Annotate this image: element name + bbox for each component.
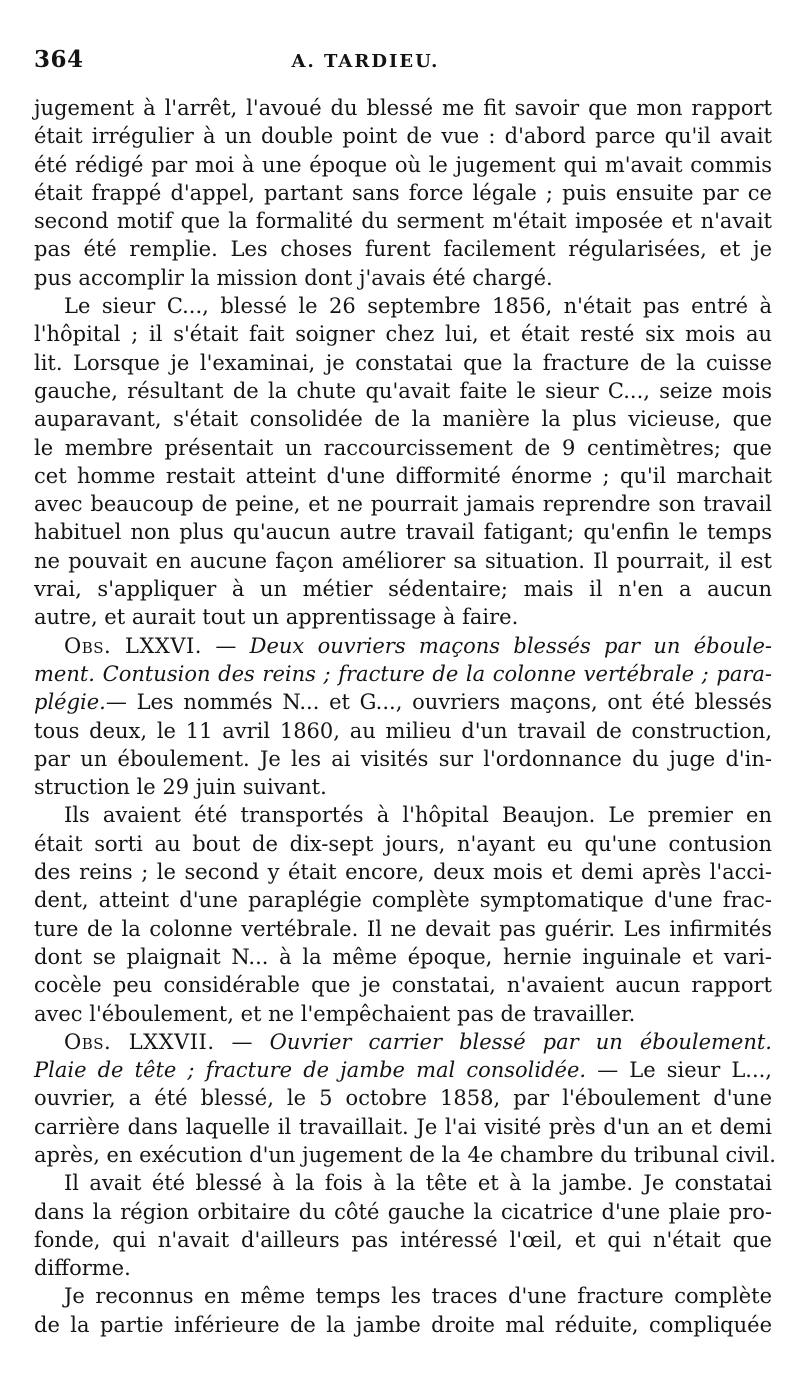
line-text: autre, et aurait tout un apprentissage à faire. (34, 605, 519, 630)
running-head: A. TARDIEU. (291, 51, 440, 72)
text-line (34, 405, 772, 433)
dash: — (214, 1029, 270, 1054)
text-line (34, 151, 772, 179)
line-text: auparavant, s'était consolidée de la manière la plus vicieuse, que (34, 407, 772, 432)
text-line (34, 1198, 772, 1226)
line-text: été rédigé par moi à une époque où le jugement qui m'avait commis (34, 152, 772, 177)
observation-number: Obs. LXXVI. (64, 633, 202, 658)
text-line (34, 292, 772, 320)
text-line (34, 377, 772, 405)
text-line (34, 1000, 772, 1028)
text-line (34, 971, 772, 999)
italic-heading-text: ment. Contusion des reins ; fracture de la colonne vertébrale ; para- (34, 661, 772, 686)
text-line (34, 518, 772, 546)
line-text: gauche, résultant de la chute qu'avait faite le sieur C..., seize mois (34, 378, 772, 403)
line-text: tous deux, le 11 avril 1860, au milieu d'un travail de construction, (34, 718, 772, 743)
text-line (34, 688, 772, 716)
text-line (34, 547, 772, 575)
line-text: le membre présentait un raccourcissement de 9 centimètres; que (34, 435, 772, 460)
line-text: ture de la colonne vertébrale. Il ne devait pas guérir. Les infirmités (34, 916, 772, 941)
line-text: pus accomplir la mission dont j'avais été chargé. (34, 265, 553, 290)
line-text: ouvrier, a été blessé, le 5 octobre 1858, par l'éboulement d'une (34, 1086, 772, 1111)
line-text: dent, atteint d'une paraplégie complète symptomatique d'une frac- (34, 888, 772, 913)
text-line (34, 122, 772, 150)
line-text: était sorti au bout de dix-sept jours, n'ayant eu qu'une contusion (34, 831, 772, 856)
line-text: — Le sieur L..., (586, 1058, 772, 1083)
text-line (34, 1084, 772, 1112)
text-line (34, 434, 772, 462)
line-text: second motif que la formalité du serment m'était imposée et n'avait (34, 209, 772, 234)
line-text: cocèle peu considérable que je constatai, n'avaient aucun rapport (34, 973, 772, 998)
text-line (34, 745, 772, 773)
text-line (34, 1028, 772, 1056)
text-line (34, 773, 772, 801)
line-text: avec beaucoup de peine, et ne pourrait jamais reprendre son travail (34, 492, 772, 517)
line-text: l'hôpital ; il s'était fait soigner chez lui, et était resté six mois au (34, 322, 772, 347)
line-text: était frappé d'appel, partant sans force légale ; puis ensuite par ce (34, 180, 772, 205)
text-line (34, 717, 772, 745)
text-line (34, 943, 772, 971)
text-line (34, 349, 772, 377)
line-text: vrai, s'appliquer à un métier sédentaire; mais il n'en a aucun (34, 577, 772, 602)
line-text: était irrégulier à un double point de vue : d'abord parce qu'il avait (34, 124, 772, 149)
line-text: Le sieur C..., blessé le 26 septembre 1856, n'était pas entré à (64, 294, 772, 319)
line-text: cet homme restait atteint d'une difformité énorme ; qu'il marchait (34, 463, 772, 488)
line-text: dans la région orbitaire du côté gauche la cicatrice d'une plaie pro- (34, 1199, 772, 1224)
page-header (34, 46, 772, 90)
line-text: avec l'éboulement, et ne l'empêchaient pas de travailler. (34, 1001, 636, 1026)
line-text: pas été remplie. Les choses furent facilement régularisées, et je (34, 237, 772, 262)
italic-heading-text: Ouvrier carrier blessé par un éboulement. (269, 1029, 772, 1054)
text-line (34, 179, 772, 207)
page-number: 364 (34, 46, 84, 73)
line-text: par un éboulement. Je les ai visités sur l'ordonnance du juge d'in- (34, 746, 772, 771)
text-line (34, 1141, 776, 1169)
line-text: habituel non plus qu'aucun autre travail fatigant; qu'enfin le temps (34, 520, 772, 545)
text-line (34, 1254, 772, 1282)
dash: — (202, 633, 250, 658)
text-line (34, 207, 772, 235)
italic-heading-text: Deux ouvriers maçons blessés par un éboule- (249, 633, 773, 658)
text-line (34, 660, 772, 688)
text-line (34, 603, 772, 631)
line-text: de la partie inférieure de la jambe droite mal réduite, compliquée (34, 1312, 772, 1337)
line-text: dont se plaignait N... à la même époque, hernie inguinale et vari- (34, 944, 772, 969)
italic-heading-text: Plaie de tête ; fracture de jambe mal consolidée. (34, 1058, 587, 1083)
italic-heading-text: plégie. (34, 690, 106, 715)
text-line (34, 858, 772, 886)
line-text: struction le 29 juin suivant. (34, 775, 327, 800)
text-line (34, 1113, 772, 1141)
line-text: des reins ; le second y était encore, deux mois et demi après l'acci- (34, 860, 772, 885)
text-line (34, 1282, 772, 1310)
line-text: ne pouvait en aucune façon améliorer sa situation. Il pourrait, il est (34, 548, 772, 573)
line-text: lit. Lorsque je l'examinai, je constatai que la fracture de la cuisse (34, 350, 772, 375)
text-line (34, 235, 772, 263)
line-text: carrière dans laquelle il travaillait. Je l'ai visité près d'un an et demi (34, 1114, 772, 1139)
text-line (34, 632, 772, 660)
line-text: fonde, qui n'avait d'ailleurs pas intéressé l'œil, et qui n'était que (34, 1227, 772, 1252)
line-text: — Les nommés N... et G..., ouvriers maçons, ont été blessés (105, 690, 772, 715)
page-body-text (34, 94, 776, 1339)
line-text: après, en exécution d'un jugement de la 4e chambre du tribunal civil. (34, 1142, 776, 1167)
text-line (34, 801, 772, 829)
line-text: difforme. (34, 1256, 131, 1281)
text-line (34, 915, 772, 943)
observation-number: Obs. LXXVII. (64, 1029, 215, 1054)
text-line (34, 490, 772, 518)
text-line (34, 94, 772, 122)
text-line (34, 1226, 772, 1254)
text-line (34, 886, 772, 914)
text-line (34, 462, 772, 490)
text-line (34, 575, 772, 603)
line-text: Je reconnus en même temps les traces d'une fracture complète (64, 1284, 772, 1309)
line-text: jugement à l'arrêt, l'avoué du blessé me fit savoir que mon rapport (34, 96, 772, 120)
text-line (34, 1311, 772, 1339)
text-line (34, 1056, 772, 1084)
line-text: Ils avaient été transportés à l'hôpital Beaujon. Le premier en (64, 803, 772, 828)
text-line (34, 320, 772, 348)
text-line (34, 264, 772, 292)
text-line (34, 830, 772, 858)
text-line (34, 1169, 772, 1197)
line-text: Il avait été blessé à la fois à la tête et à la jambe. Je constatai (64, 1171, 772, 1196)
